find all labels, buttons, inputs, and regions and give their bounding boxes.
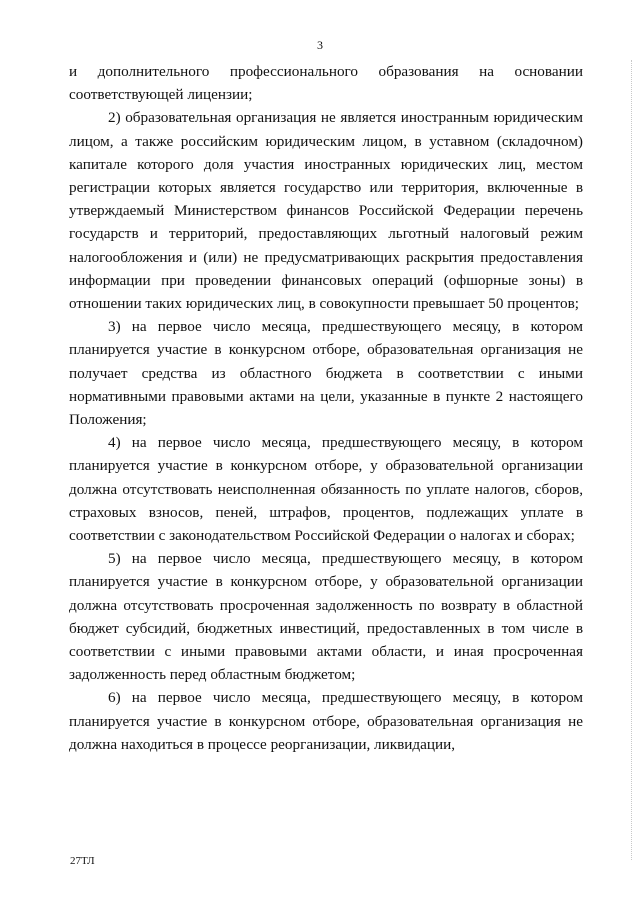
footer-code: 27ТЛ — [70, 855, 95, 867]
paragraph-item-5: 5) на первое число месяца, предшествующего месяцу, в котором планируется участие в конкурсном отборе, у образовательной организации должна отсутствовать просроченная задолженность по возврату в областной бюджет субсидий, бюджетных инвестиций, предоставленных в том числе в соответствии с иными правовыми актами области, и иная просроченная задолженность перед областным бюджетом; — [69, 550, 583, 684]
paragraph-item-4: 4) на первое число месяца, предшествующего месяцу, в котором планируется участие в конкурсном отборе, у образовательной организации должна отсутствовать неисполненная обязанность по уплате налогов, сборов, страховых взносов, пеней, штрафов, процентов, подлежащих уплате в соответствии с законодательством Российской Федерации о налогах и сборах; — [69, 434, 583, 545]
paragraph-item-6: 6) на первое число месяца, предшествующего месяцу, в котором планируется участие в конкурсном отборе, образовательная организация не должна находиться в процессе реорганизации, ликвидации, — [69, 689, 583, 753]
paragraph-item-2: 2) образовательная организация не является иностранным юридическим лицом, а также российским юридическим лицом, в уставном (складочном) капитале которого доля участия иностранных юридических лиц, местом регистрации которых является государство или территория, включенные в утверждаемый Министерством финансов Российской Федерации перечень государств и территорий, предоставляющих льготный налоговый режим налогообложения и (или) не предусматривающих раскрытия предоставления информации при проведении финансовых операций (офшорные зоны) в отношении таких юридических лиц, в совокупности превышает 50 процентов; — [69, 109, 583, 313]
scan-edge-marks — [629, 60, 632, 860]
paragraph-continuation: и дополнительного профессионального образования на основании соответствующей лицензии; — [69, 63, 583, 104]
page-number: 3 — [317, 38, 323, 52]
paragraph-item-3: 3) на первое число месяца, предшествующего месяцу, в котором планируется участие в конкурсном отборе, образовательная организация не получает средства из областного бюджета в соответствии с иными нормативными правовыми актами на цели, указанные в пункте 2 настоящего Положения; — [69, 318, 583, 429]
document-body — [69, 60, 583, 756]
